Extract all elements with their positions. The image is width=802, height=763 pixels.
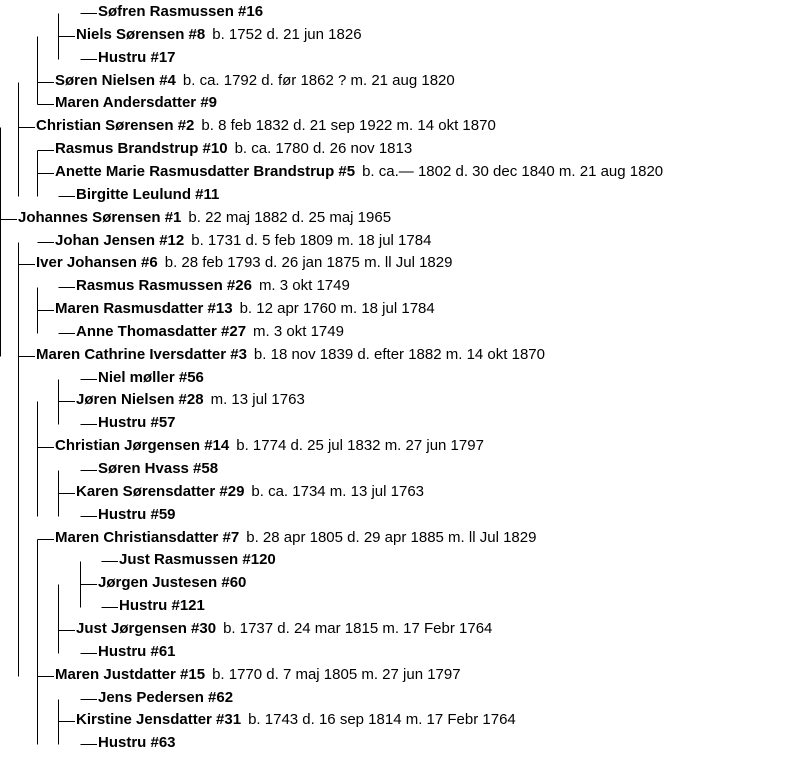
person-entry-p12 [55, 231, 431, 251]
person-entry-p27 [76, 322, 344, 342]
person-name: Johannes Sørensen #1 [18, 208, 182, 226]
person-name: Maren Andersdatter #9 [55, 94, 217, 112]
person-entry-p56 [98, 368, 204, 388]
person-entry-p5 [55, 162, 663, 182]
person-name: Just Rasmussen #120 [119, 551, 276, 569]
person-dates: b. ca. 1780 d. 26 nov 1813 [234, 140, 413, 158]
person-entry-p16 [98, 2, 263, 22]
person-dates: b. 1731 d. 5 feb 1809 m. 18 jul 1784 [191, 231, 432, 249]
person-dates: b. ca. 1792 d. før 1862 ? m. 21 aug 1820 [182, 71, 455, 89]
person-entry-p1 [18, 208, 391, 228]
person-name: Hustru #61 [98, 642, 176, 660]
person-name: Maren Christiansdatter #7 [55, 528, 240, 546]
person-name: Jørgen Justesen #60 [98, 574, 247, 592]
person-dates: b. 8 feb 1832 d. 21 sep 1922 m. 14 okt 1870 [201, 117, 496, 135]
person-entry-p28 [76, 390, 305, 410]
person-dates: b. 1752 d. 21 jun 1826 [212, 25, 362, 43]
person-dates: b. 1770 d. 7 maj 1805 m. 27 jun 1797 [212, 665, 461, 683]
person-entry-p26 [76, 276, 350, 296]
person-entry-p62 [98, 688, 233, 708]
person-name: Hustru #17 [98, 48, 176, 66]
person-dates: b. 1743 d. 16 sep 1814 m. 17 Febr 1764 [248, 711, 516, 729]
person-name: Hustru #121 [119, 597, 205, 615]
person-name: Hustru #57 [98, 414, 176, 432]
person-name: Rasmus Rasmussen #26 [76, 277, 252, 295]
person-name: Karen Sørensdatter #29 [76, 482, 245, 500]
person-dates: b. ca. 1734 m. 13 jul 1763 [251, 482, 425, 500]
person-name: Jøren Nielsen #28 [76, 391, 204, 409]
person-entry-p13 [55, 299, 435, 319]
person-entry-p30 [76, 619, 492, 639]
person-dates: b. 22 maj 1882 d. 25 maj 1965 [188, 208, 392, 226]
person-entry-p8 [76, 25, 362, 45]
person-entry-p17 [98, 48, 176, 68]
person-name: Kirstine Jensdatter #31 [76, 711, 242, 729]
person-entry-p57 [98, 413, 176, 433]
person-entry-p3 [36, 345, 545, 365]
person-entry-p120 [119, 550, 276, 570]
person-entry-p11 [76, 185, 219, 205]
person-entry-p63 [98, 733, 176, 753]
person-name: Anette Marie Rasmusdatter Brandstrup #5 [55, 162, 356, 180]
person-dates: b. 12 apr 1760 m. 18 jul 1784 [239, 300, 435, 318]
person-entry-p9 [55, 93, 217, 113]
person-entry-p31 [76, 710, 516, 730]
person-entry-p15 [55, 665, 461, 685]
person-name: Søren Hvass #58 [98, 460, 219, 477]
person-name: Niel møller #56 [98, 368, 204, 386]
person-name: Rasmus Brandstrup #10 [55, 140, 228, 158]
person-dates: b. 28 apr 1805 d. 29 apr 1885 m. ll Jul 1829 [246, 528, 537, 546]
person-entry-p10 [55, 139, 412, 159]
person-name: Jens Pedersen #62 [98, 688, 234, 706]
person-dates: b. 28 feb 1793 d. 26 jan 1875 m. ll Jul 1829 [164, 254, 453, 272]
person-dates: m. 3 okt 1749 [253, 322, 344, 340]
person-name: Christian Sørensen #2 [36, 117, 195, 135]
person-name: Hustru #63 [98, 734, 176, 752]
person-dates: b. 1737 d. 24 mar 1815 m. 17 Febr 1764 [223, 619, 493, 637]
person-entry-p59 [98, 505, 176, 525]
person-name: Niels Sørensen #8 [76, 25, 206, 43]
person-entry-p2 [36, 116, 496, 136]
person-name: Søfren Rasmussen #16 [98, 3, 264, 20]
person-entry-p7 [55, 528, 536, 548]
person-dates: b. ca.— 1802 d. 30 dec 1840 m. 21 aug 1820 [362, 162, 664, 180]
person-entry-p14 [55, 436, 484, 456]
person-dates: m. 3 okt 1749 [258, 277, 350, 295]
person-dates: b. 18 nov 1839 d. efter 1882 m. 14 okt 1870 [253, 345, 545, 363]
person-dates: m. 13 jul 1763 [210, 391, 305, 409]
person-name: Just Jørgensen #30 [76, 619, 217, 637]
person-name: Birgitte Leulund #11 [76, 185, 220, 203]
person-name: Anne Thomasdatter #27 [76, 322, 247, 340]
person-entry-p61 [98, 642, 176, 662]
person-name: Maren Cathrine Iversdatter #3 [36, 345, 247, 363]
person-name: Iver Johansen #6 [36, 254, 158, 272]
person-entry-p58 [98, 459, 218, 479]
person-entry-p121 [119, 596, 205, 616]
person-entry-p60 [98, 573, 246, 593]
person-name: Maren Justdatter #15 [55, 665, 206, 683]
person-name: Søren Nielsen #4 [55, 71, 176, 89]
person-name: Christian Jørgensen #14 [55, 437, 230, 455]
person-entry-p29 [76, 482, 424, 502]
person-entry-p6 [36, 253, 452, 273]
person-name: Johan Jensen #12 [55, 231, 185, 249]
person-dates: b. 1774 d. 25 jul 1832 m. 27 jun 1797 [236, 437, 484, 455]
person-name: Maren Rasmusdatter #13 [55, 300, 233, 318]
person-entry-p4 [55, 71, 455, 91]
person-name: Hustru #59 [98, 505, 176, 523]
